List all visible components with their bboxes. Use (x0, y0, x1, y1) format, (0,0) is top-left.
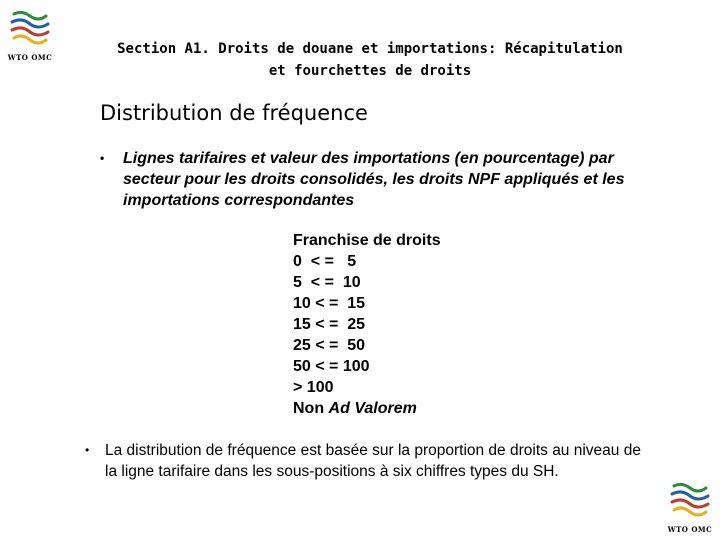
bullet-text-1: Lignes tarifaires et valeur des importations (en pourcentage) par secteur pour les droits consolidés, les droits NPF appliqués et les importations correspondantes (123, 150, 625, 209)
logo-wordmark: WTO OMC (7, 53, 53, 62)
frequency-list-header: Franchise de droits (293, 232, 441, 249)
non-prefix: Non (293, 400, 329, 417)
frequency-range-list (293, 230, 441, 419)
non-ad-valorem-row (293, 398, 441, 419)
bullet-point-1 (100, 148, 660, 211)
bullet-point-2 (85, 440, 655, 482)
section-title (100, 38, 640, 82)
ad-valorem-label: Ad Valorem (328, 400, 417, 417)
frequency-range: 10 < = 15 (293, 295, 366, 312)
frequency-range: 5 < = 10 (293, 274, 361, 291)
logo-wordmark: WTO OMC (667, 525, 713, 534)
wto-globe-icon (664, 478, 716, 522)
frequency-range: 0 < = 5 (293, 253, 357, 270)
bullet-icon: • (100, 151, 105, 165)
wto-logo (664, 478, 716, 534)
section-title-line1: Section A1. Droits de douane et importations: Récapitulation (117, 41, 623, 57)
frequency-range: 25 < = 50 (293, 337, 366, 354)
bullet-text-2: La distribution de fréquence est basée sur la proportion de droits au niveau de la ligne tarifaire dans les sous-positions à six chiffres types du SH. (105, 442, 641, 480)
slide-heading: Distribution de fréquence (100, 101, 368, 125)
frequency-range: > 100 (293, 379, 334, 396)
wto-globe-icon (4, 6, 56, 50)
frequency-range: 50 < = 100 (293, 358, 370, 375)
wto-logo (4, 6, 56, 62)
frequency-range: 15 < = 25 (293, 316, 366, 333)
section-title-line2: et fourchettes de droits (268, 63, 472, 79)
bullet-icon: • (85, 443, 90, 457)
